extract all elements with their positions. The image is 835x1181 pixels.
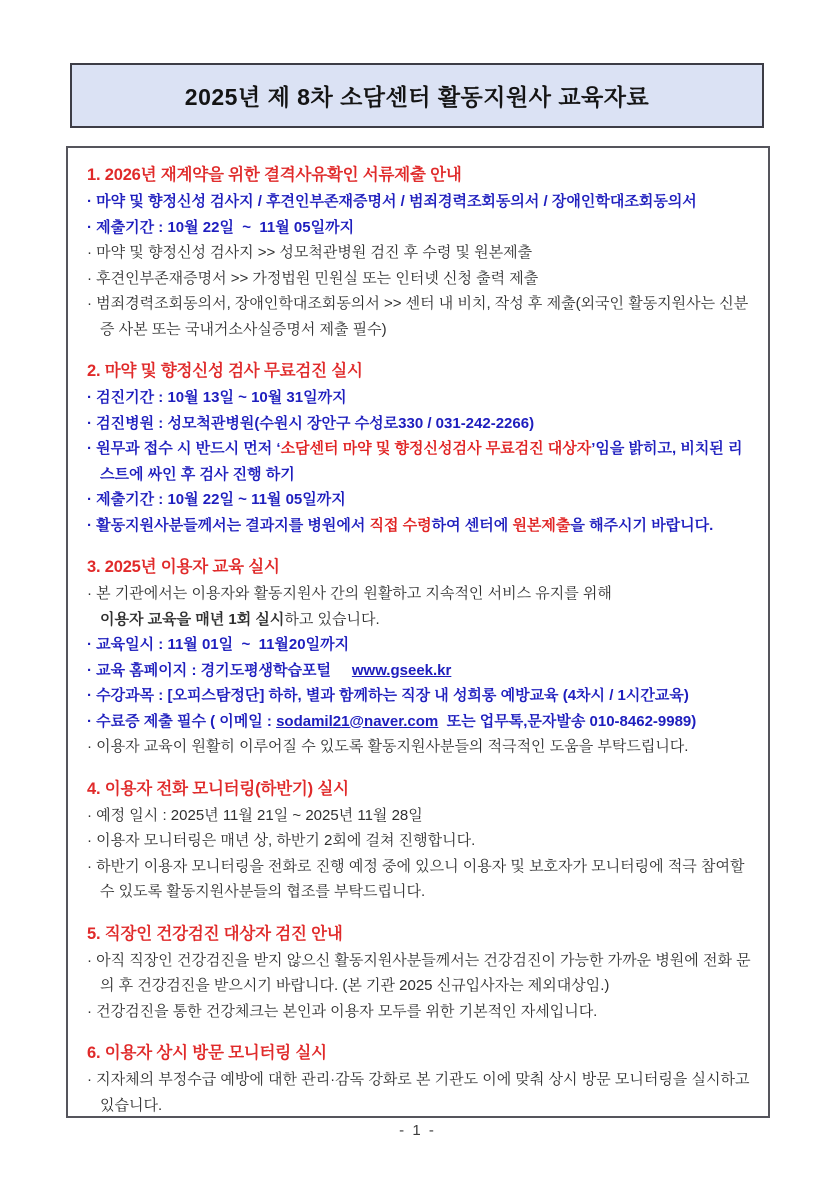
text-segment: · 예정 일시 : 2025년 11월 21일 ~ 2025년 11월 28일: [87, 806, 423, 824]
section-3-heading: 3. 2025년 이용자 교육 실시: [87, 558, 280, 576]
text-line: [87, 513, 751, 539]
text-segment: ’임을 밝히고, 비치된 리스트에 싸인 후 검사 진행 하기: [100, 440, 743, 483]
section-2-heading: 2. 마약 및 향정신성 검사 무료검진 실시: [87, 362, 363, 380]
text-line: [87, 240, 751, 266]
text-line: [87, 411, 751, 437]
text-segment: · 마약 및 향정신성 검사지 / 후견인부존재증명서 / 범죄경력조회동의서 / 장애인학대조회동의서: [87, 193, 697, 210]
text-segment: 하여 센터에: [431, 516, 513, 534]
text-segment: · 교육 홈페이지 : 경기도평생학습포털: [87, 661, 352, 679]
text-line: [87, 266, 751, 292]
section-5-heading: 5. 직장인 건강검진 대상자 검진 안내: [87, 924, 343, 943]
text-line: [87, 436, 751, 487]
text-segment: · 범죄경력조회동의서, 장애인학대조회동의서 >> 센터 내 비치, 작성 후 제출(외국인 활동지원사는 신분증 사본 또는 국내거소사실증명서 제출 필수): [87, 295, 749, 338]
text-line: [87, 709, 751, 735]
page-number: - 1 -: [399, 1122, 436, 1139]
text-segment: 을 해주시기 바랍니다.: [570, 516, 714, 534]
text-segment: · 활동지원사분들께서는 결과지를 병원에서: [87, 516, 370, 534]
text-segment: 원본제출: [512, 516, 571, 534]
text-line: [87, 734, 751, 760]
text-segment: · 마약 및 향정신성 검사지 >> 성모척관병원 검진 후 수령 및 원본제출: [87, 244, 533, 261]
section-4: [87, 776, 751, 905]
text-line: [87, 189, 751, 215]
text-line: [87, 854, 751, 905]
section-6: [87, 1040, 754, 1118]
text-line: [87, 828, 751, 854]
text-segment: · 제출기간 : 10월 22일 ~ 11월 05일까지: [87, 491, 346, 508]
text-segment: 하고 있습니다.: [284, 610, 380, 628]
text-line: [87, 948, 751, 999]
text-segment: · 검진기간 : 10월 13일 ~ 10월 31일까지: [87, 389, 347, 406]
text-segment: · 지자체의 부정수급 예방에 대한 관리·감독 강화로 본 기관도 이에 맞춰 상시 방문 모니터링을 실시하고 있습니다.: [87, 1071, 754, 1114]
text-segment: · 후견인부존재증명서 >> 가정법원 민원실 또는 인터넷 신청 출력 제출: [87, 269, 539, 287]
text-line: [87, 632, 751, 658]
text-segment: · 하반기 이용자 모니터링을 전화로 진행 예정 중에 있으니 이용자 및 보호자가 모니터링에 적극 참여할 수 있도록 활동지원사분들의 협조를 부탁드립니다.: [87, 857, 749, 900]
text-line: [87, 291, 751, 342]
text-segment: 직접 수령: [369, 516, 432, 534]
section-6-heading: 6. 이용자 상시 방문 모니터링 실시: [87, 1044, 327, 1062]
section-4-heading: 4. 이용자 전화 모니터링(하반기) 실시: [87, 779, 349, 798]
text-segment: · 검진병원 : 성모척관병원(수원시 장안구 수성로330 / 031-242-2266): [87, 414, 535, 432]
document-body: [66, 146, 770, 1118]
text-segment: · 건강검진을 통한 건강체크는 본인과 이용자 모두를 위한 기본적인 자세입니다.: [87, 1002, 598, 1020]
document-title: 2025년 제 8차 소담센터 활동지원사 교육자료: [184, 84, 650, 110]
text-line: [87, 999, 751, 1025]
text-segment: 또는 업무톡,문자발송 010-8462-9989): [438, 712, 697, 730]
text-line: [87, 1067, 754, 1118]
text-segment: 이용자 교육을 매년 1회 실시: [100, 610, 285, 628]
text-segment: · 아직 직장인 건강검진을 받지 않으신 활동지원사분들께서는 건강검진이 가능한 가까운 병원에 전화 문의 후 건강검진을 받으시기 바랍니다. (본 기관 2025 신규입사자는 제외대상임.): [87, 951, 751, 994]
text-segment: · 제출기간 : 10월 22일 ~ 11월 05일까지: [87, 218, 355, 236]
text-segment: · 수강과목 : [오피스탐정단] 하하, 별과 함께하는 직장 내 성희롱 예방교육 (4차시 / 1시간교육): [87, 687, 689, 704]
text-segment: · 본 기관에서는 이용자와 활동지원사 간의 원활하고 지속적인 서비스 유지를 위해: [87, 585, 612, 602]
section-1-heading: 1. 2026년 재계약을 위한 결격사유확인 서류제출 안내: [87, 166, 462, 184]
text-segment: · 수료증 제출 필수 ( 이메일 :: [87, 712, 277, 730]
text-line: [87, 581, 751, 607]
section-5: [87, 921, 751, 1025]
section-1: [87, 162, 751, 342]
text-line: [87, 607, 751, 633]
text-segment: · 이용자 교육이 원활히 이루어질 수 있도록 활동지원사분들의 적극적인 도움을 부탁드립니다.: [87, 738, 689, 755]
text-line: [87, 385, 751, 411]
text-segment: · 교육일시 : 11월 01일 ~ 11월20일까지: [87, 636, 350, 653]
text-line: [87, 215, 751, 241]
text-line: [87, 487, 751, 513]
text-line: [87, 683, 751, 709]
text-line: [87, 658, 751, 684]
document-title-box: [70, 63, 764, 128]
text-segment: · 이용자 모니터링은 매년 상, 하반기 2회에 걸쳐 진행합니다.: [87, 832, 476, 849]
text-line: [87, 803, 751, 829]
text-segment: 소담센터 마약 및 향정신성검사 무료검진 대상자: [280, 440, 592, 457]
text-segment: · 원무과 접수 시 반드시 먼저 ‘: [87, 440, 281, 457]
gseek-link[interactable]: www.gseek.kr: [351, 661, 452, 679]
section-2: [87, 358, 751, 538]
email-link[interactable]: sodamil21@naver.com: [276, 712, 439, 730]
section-3: [87, 554, 751, 760]
